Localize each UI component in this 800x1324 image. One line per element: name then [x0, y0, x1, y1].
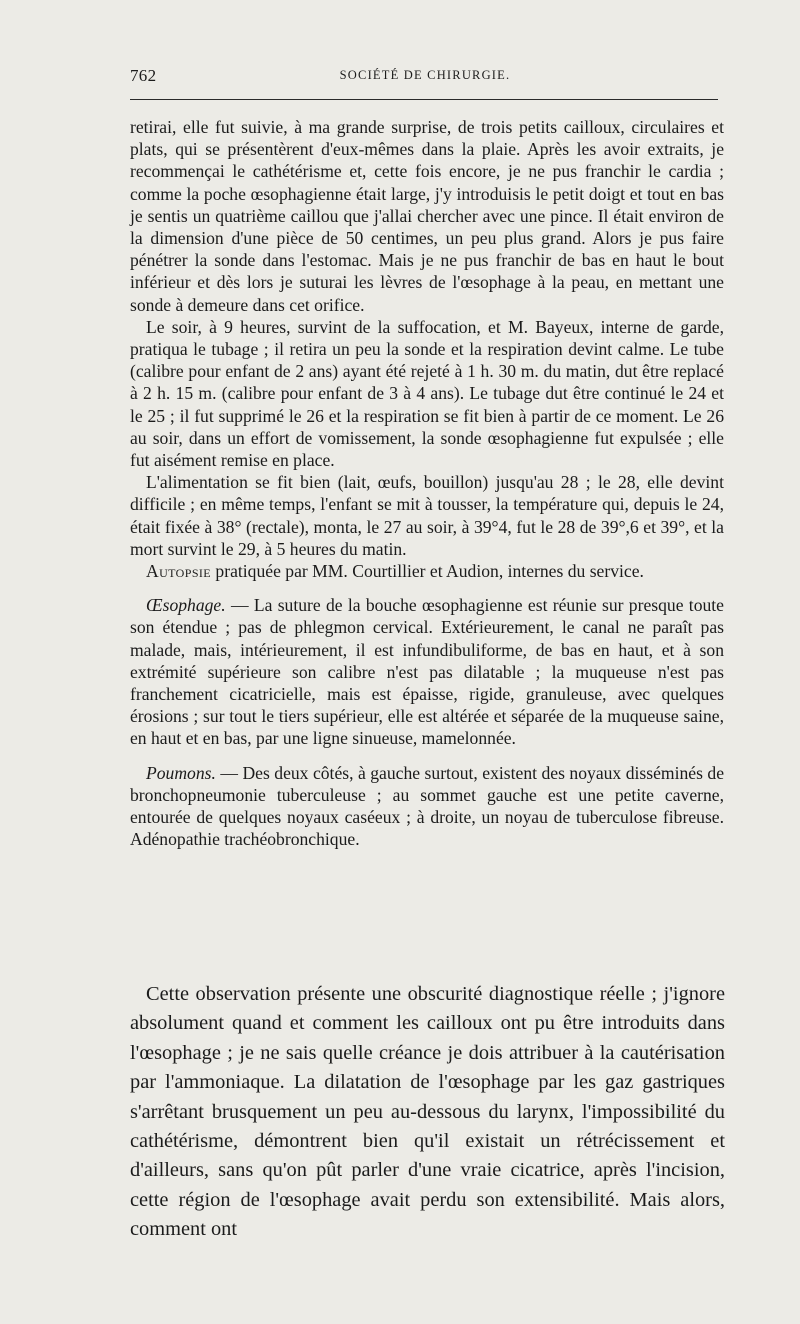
lungs-label: Poumons.	[146, 762, 216, 783]
oesophagus-label: Œsophage.	[146, 595, 226, 616]
paragraph-alimentation: L'alimentation se fit bien (lait, œufs, bouillon) jusqu'au 28 ; le 28, elle devint difficile ; en même temps, l'enfant se mit à tousser, la température qui, depuis le 24, était fixée à 38° (rectale), monta, le 27 au soir, à 39°4, fut le 28 de 39°,6 et 39°, et la mort survint le 29, à 5 heures du matin.	[130, 472, 724, 559]
case-report-text	[130, 116, 724, 851]
header-rule	[130, 99, 718, 100]
paragraph-autopsy	[130, 560, 724, 582]
oesophagus-text: — La suture de la bouche œsophagienne est réunie sur presque toute son étendue ; pas de phlegmon cervical. Extérieurement, le canal ne paraît pas malade, mais, intérieurement, il est infundibuliforme, de bas en haut, et à son extrémité supérieure son calibre n'est pas dilatable ; la muqueuse n'est pas franchement cicatricielle, mais est épaisse, rigide, granuleuse, avec quelques érosions ; sur tout le tiers supérieur, elle est altérée et séparée de la muqueuse saine, en haut et en bas, par une ligne sinueuse, mamelonnée.	[130, 595, 724, 749]
page-number: 762	[130, 66, 157, 85]
paragraph-evening: Le soir, à 9 heures, survint de la suffocation, et M. Bayeux, interne de garde, pratiqua le tubage ; il retira un peu la sonde et la respiration devint calme. Le tube (calibre pour enfant de 2 ans) ayant été rejeté à 1 h. 30 m. du matin, dut être replacé à 2 h. 15 m. (calibre pour enfant de 3 à 4 ans). Le tubage dut être continué le 24 et le 25 ; il fut supprimé le 26 et la respiration se fit bien à partir de ce moment. Le 26 au soir, dans un effort de vomissement, la sonde œsophagienne fut expulsée ; elle fut aisément remise en place.	[130, 316, 724, 471]
autopsy-label: Autopsie	[146, 561, 212, 582]
discussion-text	[130, 980, 725, 1245]
paragraph-oesophagus	[130, 594, 724, 749]
running-title: SOCIÉTÉ DE CHIRURGIE.	[339, 68, 511, 82]
paragraph-discussion: Cette observation présente une obscurité diagnostique réelle ; j'ignore absolument quand et comment les cailloux ont pu être introduits dans l'œsophage ; je ne sais quelle créance je dois attribuer à la cautérisation par l'ammoniaque. La dilatation de l'œsophage par les gaz gastriques s'arrêtant brusquement un peu au-dessous du larynx, l'impossibilité du cathétérisme, démontrent bien qu'il existait un rétrécissement et d'ailleurs, sans qu'on pût parler d'une vraie cicatrice, après l'incision, cette région de l'œsophage avait perdu son extensibilité. Mais alors, comment ont	[130, 983, 725, 1241]
page-header	[130, 66, 720, 88]
paragraph-lungs	[130, 762, 724, 851]
paragraph-operation: retirai, elle fut suivie, à ma grande surprise, de trois petits cailloux, circulaires et plats, qui se présentèrent d'eux-mêmes dans la plaie. Après les avoir extraits, je recommençai le cathétérisme et, cette fois encore, je ne pus franchir le cardia ; comme la poche œsophagienne était large, j'y introduisis le petit doigt et tout en bas je sentis un quatrième caillou que j'allai chercher avec une pince. Il était environ de la dimension d'une pièce de 50 centimes, un peu plus grand. Alors je pus faire pénétrer la sonde dans l'estomac. Mais je ne pus franchir de bas en haut le bout inférieur et dès lors je suturai les lèvres de l'œsophage à la peau, en mettant une sonde à demeure dans cet orifice.	[130, 117, 724, 315]
autopsy-text: pratiquée par MM. Courtillier et Audion, internes du service.	[211, 561, 644, 582]
lungs-text: — Des deux côtés, à gauche surtout, existent des noyaux disséminés de bronchopneumonie tuberculeuse ; au sommet gauche est une petite caverne, entourée de quelques noyaux caséeux ; à droite, un noyau de tuberculose fibreuse. Adénopathie trachéobronchique.	[130, 762, 724, 850]
